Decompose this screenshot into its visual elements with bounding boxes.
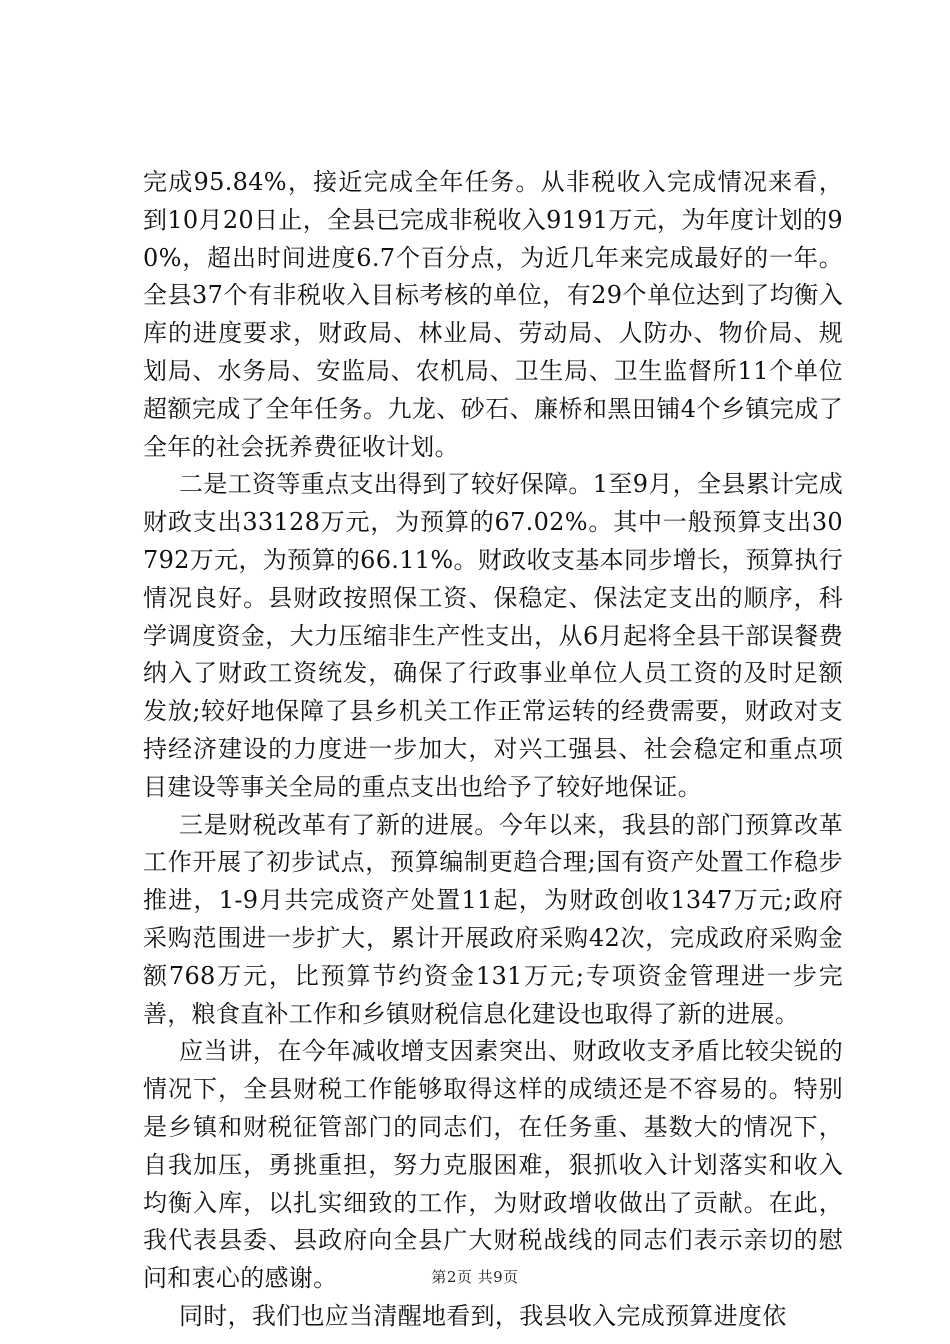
page-number-footer: 第2页 共9页 xyxy=(431,1268,519,1286)
paragraph-1: 完成95.84%，接近完成全年任务。从非税收入完成情况来看，到10月20日止，全县已完成非税收入9191万元，为年度计划的90%，超出时间进度6.7个百分点，为近几年来完成最好的一年。全县37个有非税收入目标考核的单位，有29个单位达到了均衡入库的进度要求，财政局、林业局、劳动局、人防办、物价局、规划局、水务局、安监局、农机局、卫生局、卫生监督所11个单位超额完成了全年任务。九龙、砂石、廉桥和黑田铺4个乡镇完成了全年的社会抚养费征收计划。 xyxy=(143,168,843,461)
paragraph-5: 同时，我们也应当清醒地看到，我县收入完成预算进度依 xyxy=(179,1301,787,1330)
document-body xyxy=(143,164,843,1336)
paragraph-4: 应当讲，在今年减收增支因素突出、财政收支矛盾比较尖锐的情况下，全县财税工作能够取得这样的成绩还是不容易的。特别是乡镇和财税征管部门的同志们，在任务重、基数大的情况下，自我加压，勇挑重担，努力克服困难，狠抓收入计划落实和收入均衡入库，以扎实细致的工作，为财政增收做出了贡献。在此，我代表县委、县政府向全县广大财税战线的同志们表示亲切的慰问和衷心的感谢。 xyxy=(143,1037,843,1293)
paragraph-3: 三是财税改革有了新的进展。今年以来，我县的部门预算改革工作开展了初步试点，预算编制更趋合理;国有资产处置工作稳步推进，1-9月共完成资产处置11起，为财政创收1347万元;政府采购范围进一步扩大，累计开展政府采购42次，完成政府采购金额768万元，比预算节约资金131万元;专项资金管理进一步完善，粮食直补工作和乡镇财税信息化建设也取得了新的进展。 xyxy=(143,810,843,1028)
paragraph-2: 二是工资等重点支出得到了较好保障。1至9月，全县累计完成财政支出33128万元，为预算的67.02%。其中一般预算支出30792万元，为预算的66.11%。财政收支基本同步增长，预算执行情况良好。县财政按照保工资、保稳定、保法定支出的顺序，科学调度资金，大力压缩非生产性支出，从6月起将全县干部误餐费纳入了财政工资统发，确保了行政事业单位人员工资的及时足额发放;较好地保障了县乡机关工作正常运转的经费需要，财政对支持经济建设的力度进一步加大，对兴工强县、社会稳定和重点项目建设等事关全局的重点支出也给予了较好地保证。 xyxy=(143,470,843,801)
